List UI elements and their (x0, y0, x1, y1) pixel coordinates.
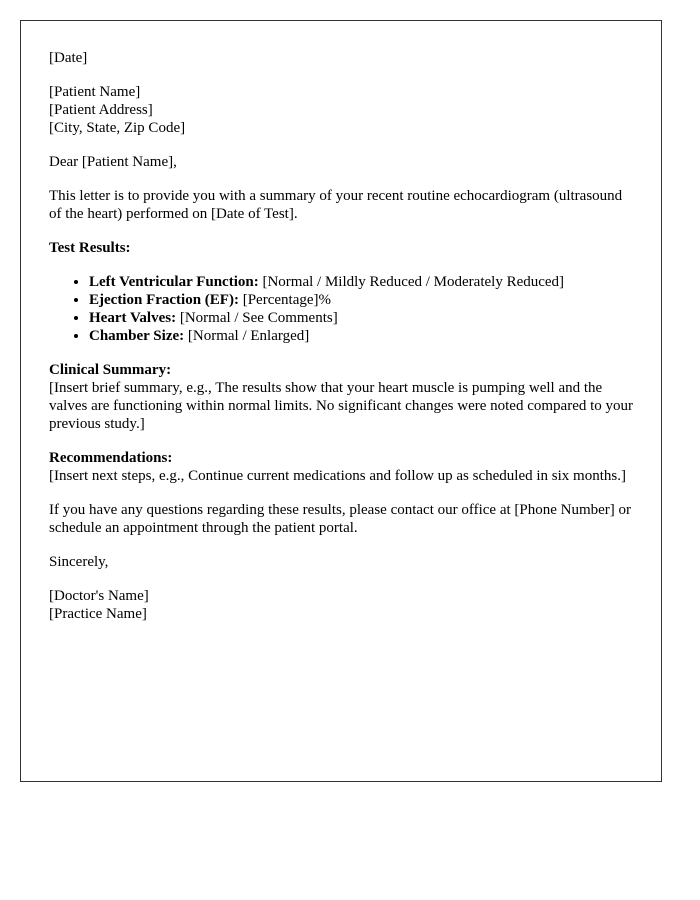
recipient-address-block (49, 83, 633, 137)
test-results-section (49, 239, 633, 345)
test-results-list (49, 273, 633, 345)
result-label: Heart Valves: (89, 310, 177, 326)
recommendations-section (49, 449, 633, 485)
letter-date (49, 49, 633, 67)
result-value: [Percentage]% (238, 292, 331, 308)
recipient-name: [Patient Name] (49, 84, 141, 100)
test-results-heading: Test Results: (49, 240, 131, 256)
salutation: Dear [Patient Name], (49, 154, 177, 170)
result-label: Ejection Fraction (EF): (89, 292, 239, 308)
recipient-address: [Patient Address] (49, 102, 153, 118)
signature-block (49, 587, 633, 623)
result-label: Chamber Size: (89, 328, 185, 344)
letter-page (20, 20, 662, 782)
practice-name: [Practice Name] (49, 606, 147, 622)
result-value: [Normal / Enlarged] (184, 328, 310, 344)
result-value: [Normal / See Comments] (176, 310, 338, 326)
result-item-left-ventricular-function (89, 273, 633, 291)
result-item-ejection-fraction (89, 291, 633, 309)
result-value: [Normal / Mildly Reduced / Moderately Reduced] (258, 274, 565, 290)
intro-paragraph: This letter is to provide you with a summary of your recent routine echocardiogram (ultrasound of the heart) performed on [Date of Test]. (49, 188, 623, 222)
closing: Sincerely, (49, 554, 109, 570)
result-item-chamber-size (89, 327, 633, 345)
date-text: [Date] (49, 50, 88, 66)
recommendations-text: [Insert next steps, e.g., Continue current medications and follow up as scheduled in six months.] (49, 468, 626, 484)
result-item-heart-valves (89, 309, 633, 327)
clinical-summary-text: [Insert brief summary, e.g., The results show that your heart muscle is pumping well and the valves are functioning within normal limits. No significant changes were noted compared to your previous study.] (49, 380, 634, 432)
result-label: Left Ventricular Function: (89, 274, 259, 290)
contact-paragraph: If you have any questions regarding these results, please contact our office at [Phone Number] or schedule an appointment through the patient portal. (49, 502, 632, 536)
clinical-summary-heading: Clinical Summary: (49, 362, 172, 378)
clinical-summary-section (49, 361, 633, 433)
recipient-city-state-zip: [City, State, Zip Code] (49, 120, 186, 136)
recommendations-heading: Recommendations: (49, 450, 173, 466)
doctor-name: [Doctor's Name] (49, 588, 149, 604)
